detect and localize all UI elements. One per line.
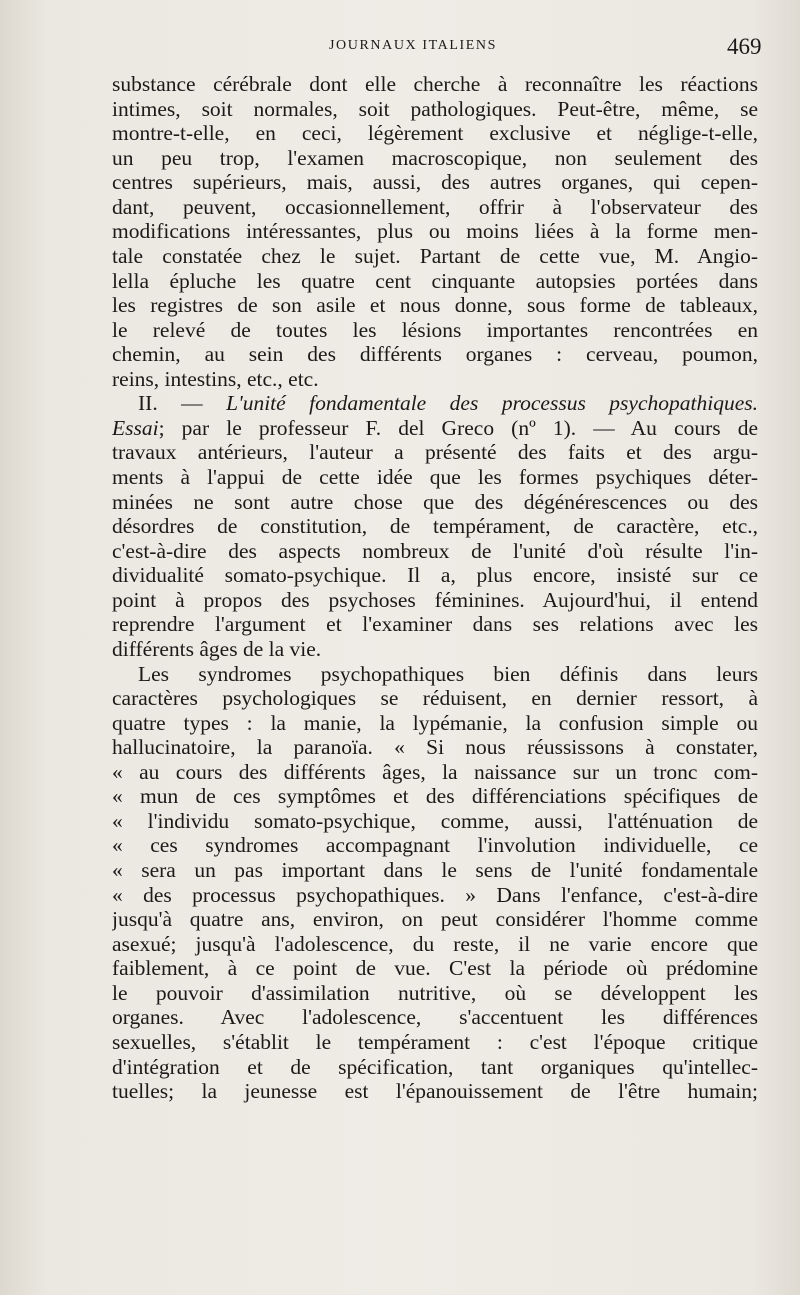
text-line: organes. Avec l'adolescence, s'accentuent les différences <box>112 1005 758 1030</box>
text-line: caractères psychologiques se réduisent, en dernier ressort, à <box>112 686 758 711</box>
text-line: hallucinatoire, la paranoïa. « Si nous réussissons à constater, <box>112 735 758 760</box>
text-line: chemin, au sein des différents organes : cerveau, poumon, <box>112 342 758 367</box>
text-line: le relevé de toutes les lésions importantes rencontrées en <box>112 317 758 342</box>
text-line: faiblement, à ce point de vue. C'est la période où prédomine <box>112 956 758 981</box>
text-line: quatre types : la manie, la lypémanie, la confusion simple ou <box>112 710 758 735</box>
text-line: Les syndromes psychopathiques bien définis dans leurs <box>138 661 758 686</box>
text-line: substance cérébrale dont elle cherche à reconnaître les réactions <box>112 72 758 96</box>
text-line: intimes, soit normales, soit pathologiques. Peut-être, même, se <box>112 96 758 121</box>
text-line: les registres de son asile et nous donne, sous forme de tableaux, <box>112 293 758 318</box>
text-line: minées ne sont autre chose que des dégénérescences ou des <box>112 489 758 514</box>
text-line: jusqu'à quatre ans, environ, on peut considérer l'homme comme <box>112 907 758 932</box>
section-heading-line <box>112 391 758 416</box>
text-line: montre-t-elle, en ceci, légèrement exclusive et néglige-t-elle, <box>112 121 758 146</box>
text-line: ments à l'appui de cette idée que les formes psychiques déter- <box>112 465 758 489</box>
text-line: « mun de ces symptômes et des différenciations spécifiques de <box>112 784 758 809</box>
text-line: reins, intestins, etc., etc. <box>112 366 319 391</box>
text-line: travaux antérieurs, l'auteur a présenté des faits et des argu- <box>112 440 758 465</box>
text-line: « l'individu somato-psychique, comme, aussi, l'atténuation de <box>112 808 758 833</box>
text-line: d'intégration et de spécification, tant organiques qu'intellec- <box>112 1054 758 1079</box>
text-line: point à propos des psychoses féminines. Aujourd'hui, il entend <box>112 587 758 612</box>
text-line: « au cours des différents âges, la naissance sur un tronc com- <box>112 759 758 784</box>
text-line: le pouvoir d'assimilation nutritive, où se développent les <box>112 980 758 1005</box>
text-line: asexué; jusqu'à l'adolescence, du reste, il ne varie encore que <box>112 931 758 956</box>
text-line: Essai; par le professeur F. del Greco (nº 1). — Au cours de <box>112 415 758 440</box>
text-line: c'est-à-dire des aspects nombreux de l'unité d'où résulte l'in- <box>112 538 758 563</box>
body-text <box>112 72 758 1104</box>
text-line: centres supérieurs, mais, aussi, des autres organes, qui cepen- <box>112 170 758 195</box>
text-line: différents âges de la vie. <box>112 636 322 661</box>
text-line: un peu trop, l'examen macroscopique, non seulement des <box>112 145 758 170</box>
text-line: « sera un pas important dans le sens de l'unité fondamentale <box>112 858 758 882</box>
text-line: tale constatée chez le sujet. Partant de cette vue, M. Angio- <box>112 243 758 268</box>
text-line: dividualité somato-psychique. Il a, plus encore, insisté sur ce <box>112 563 758 588</box>
text-line: reprendre l'argument et l'examiner dans ses relations avec les <box>112 612 758 637</box>
text-line: modifications intéressantes, plus ou moins liées à la forme men- <box>112 219 758 244</box>
section-heading: II. — L'unité fondamentale des processus psychopathiques. <box>138 391 758 416</box>
running-title: JOURNAUX ITALIENS <box>329 38 498 53</box>
page-number: 469 <box>727 34 762 59</box>
text-line: dant, peuvent, occasionnellement, offrir à l'observateur des <box>112 194 758 219</box>
text-line: « des processus psychopathiques. » Dans l'enfance, c'est-à-dire <box>112 882 758 907</box>
text-line: sexuelles, s'établit le tempérament : c'est l'époque critique <box>112 1029 758 1054</box>
text-line: « ces syndromes accompagnant l'involution individuelle, ce <box>112 833 758 858</box>
text-line: désordres de constitution, de tempérament, de caractère, etc., <box>112 514 758 539</box>
page-header <box>0 34 800 64</box>
text-line: tuelles; la jeunesse est l'épanouissement de l'être humain; <box>112 1079 758 1104</box>
text-line: lella épluche les quatre cent cinquante autopsies portées dans <box>112 268 758 293</box>
